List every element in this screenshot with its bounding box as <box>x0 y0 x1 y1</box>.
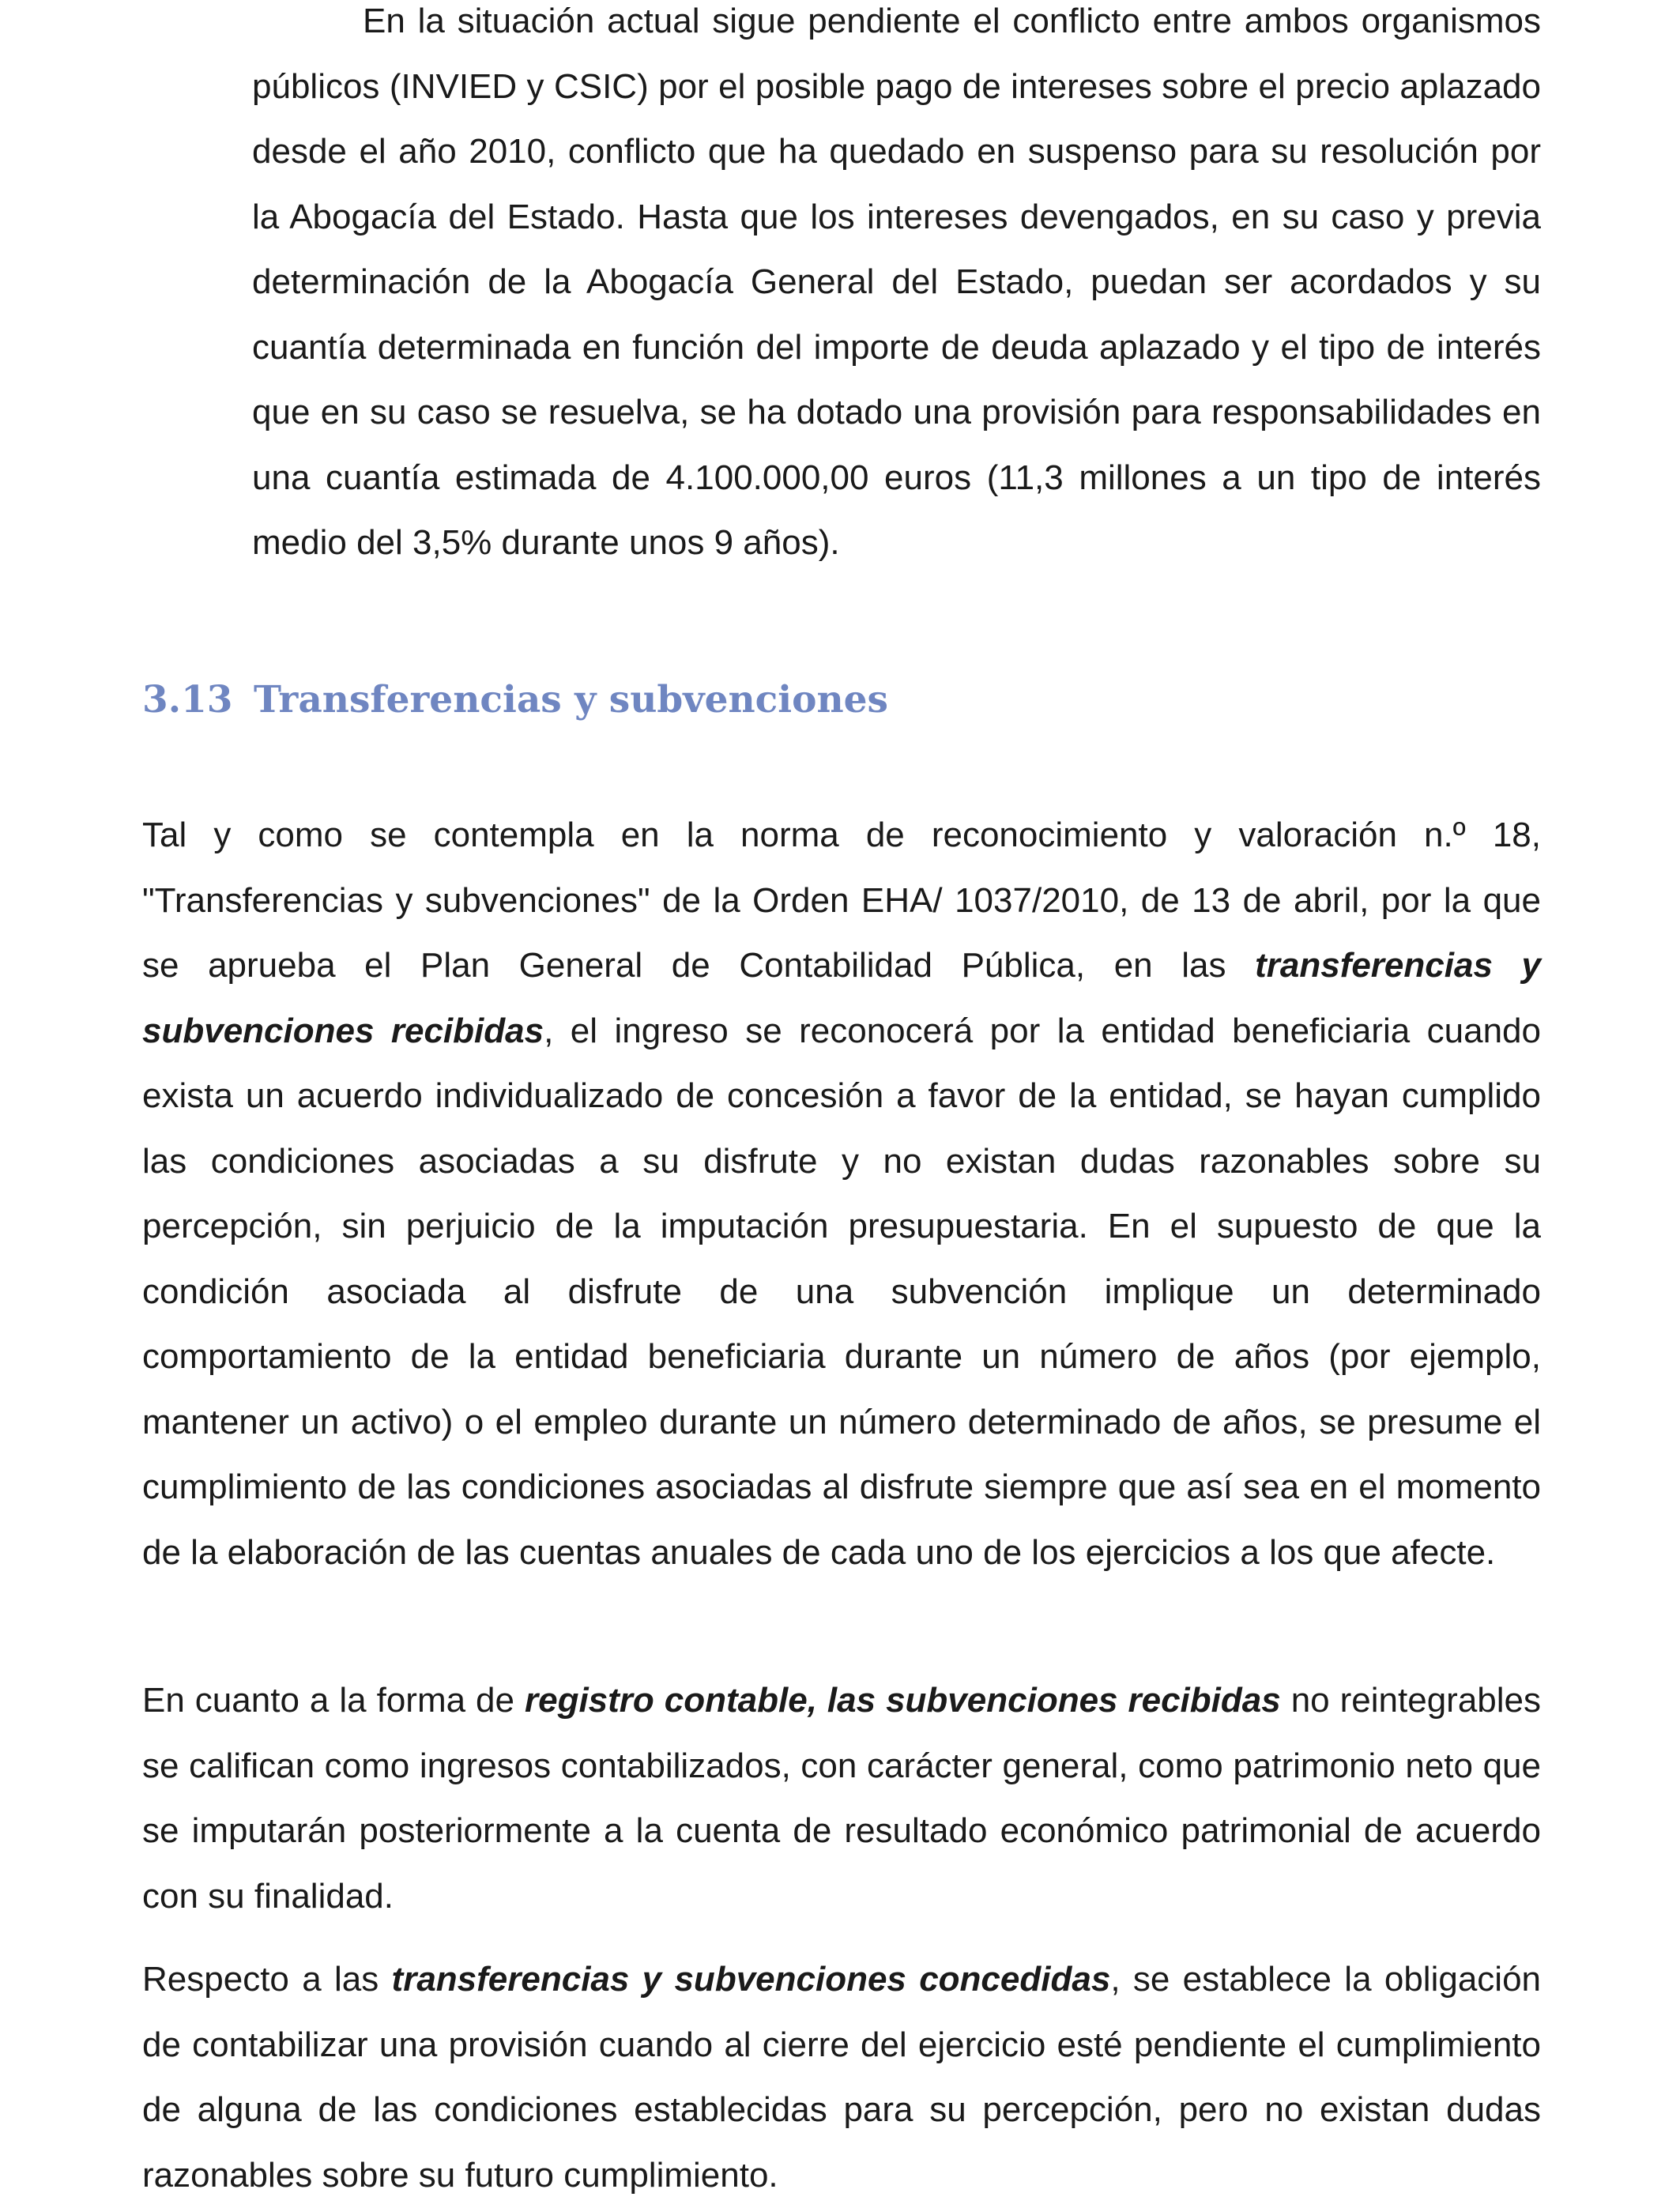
intro-paragraph-text: En la situación actual sigue pendiente el conflicto entre ambos organismos públicos (INVIED y CSIC) por el posible pago de intereses sobre el precio aplazado desde el año 2010, conflicto que ha quedado en suspenso para su resolución por la Abogacía del Estado. Hasta que los intereses devengados, en su caso y previa determinación de la Abogacía General del Estado, puedan ser acordados y su cuantía determinada en función del importe de deuda aplazado y el tipo de interés que en su caso se resuelva, se ha dotado una provisión para responsabilidades en una cuantía estimada de 4.100.000,00 euros (11,3 millones a un tipo de interés medio del 3,5% durante unos 9 años). <box>252 2 1541 562</box>
paragraph-granted-transfers <box>142 1947 1541 2208</box>
paragraph-text: En cuanto a la forma de <box>142 1681 525 1720</box>
paragraph-text: Tal y como se contempla en la norma de reconocimiento y valoración n.º 18, "Transferencias y subvenciones" de la Orden EHA/ 1037/2010, de 13 de abril, por la que se aprueba el Plan General de Contabilidad Pública, en las <box>142 816 1541 985</box>
paragraph-text: Respecto a las <box>142 1960 392 1999</box>
paragraph-recognition-rule <box>142 803 1541 1585</box>
emphasis-text: registro contable, las subvenciones recibidas <box>524 1681 1281 1720</box>
section-heading <box>142 678 888 722</box>
paragraph-text: , el ingreso se reconocerá por la entidad beneficiaria cuando exista un acuerdo individualizado de concesión a favor de la entidad, se hayan cumplido las condiciones asociadas a su disfrute y no existan dudas razonables sobre su percepción, sin perjuicio de la imputación presupuestaria. En el supuesto de que la condición asociada al disfrute de una subvención implique un determinado comportamiento de la entidad beneficiaria durante un número de años (por ejemplo, mantener un activo) o el empleo durante un número determinado de años, se presume el cumplimiento de las condiciones asociadas al disfrute siempre que así sea en el momento de la elaboración de las cuentas anuales de cada uno de los ejercicios a los que afecte. <box>142 1011 1541 1572</box>
paragraph-text: , se establece la obligación de contabilizar una provisión cuando al cierre del ejercicio esté pendiente el cumplimiento de alguna de las condiciones establecidas para su percepción, pero no existan dudas razonables sobre su futuro cumplimiento. <box>142 1960 1542 2195</box>
section-number: 3.13 <box>142 678 233 722</box>
emphasis-text: transferencias y subvenciones recibidas <box>142 946 1541 1050</box>
paragraph-text: no reintegrables se califican como ingresos contabilizados, con carácter general, como patrimonio neto que se imputarán posteriormente a la cuenta de resultado económico patrimonial de acuerdo con su finalidad. <box>142 1681 1542 1916</box>
intro-paragraph <box>252 0 1541 576</box>
paragraph-accounting-record <box>142 1668 1541 1929</box>
section-title: Transferencias y subvenciones <box>254 678 889 722</box>
emphasis-text: transferencias y subvenciones concedidas <box>391 1960 1111 1999</box>
